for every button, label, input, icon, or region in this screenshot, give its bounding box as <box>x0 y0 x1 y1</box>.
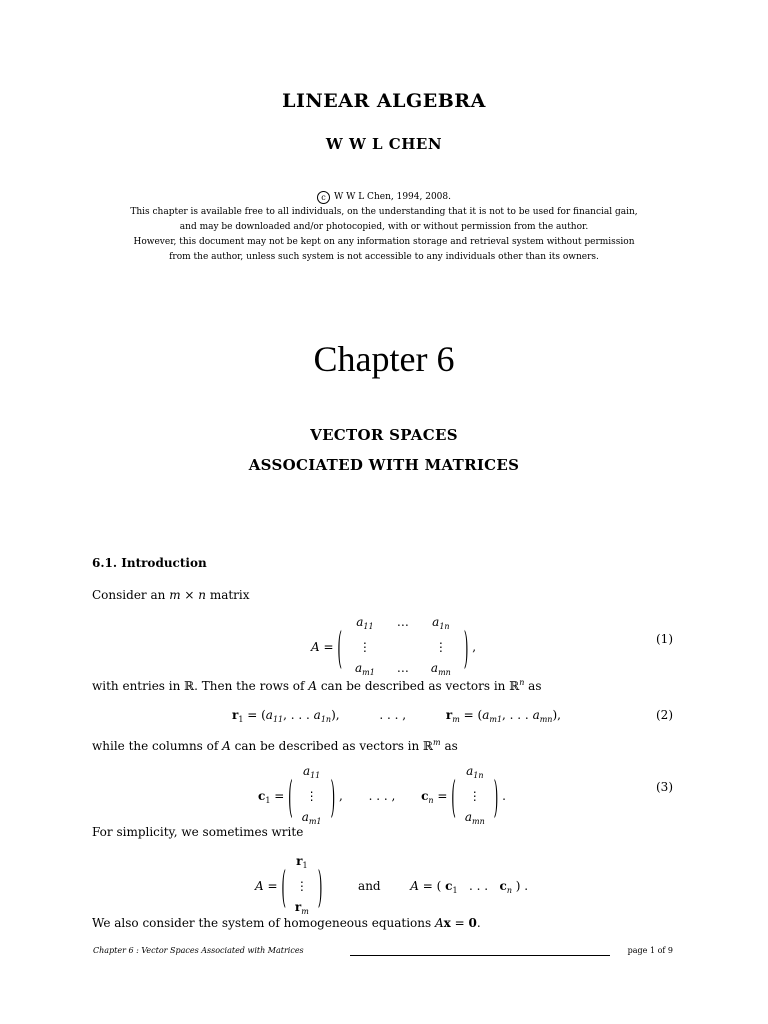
copyright-line <box>0 190 768 205</box>
chapter-subtitle-line: ASSOCIATED WITH MATRICES <box>248 456 520 474</box>
chapter-subtitle <box>0 420 768 480</box>
equation-number: (1) <box>656 632 673 646</box>
author-name: W W L CHEN <box>325 135 443 153</box>
paragraph-rows: with entries in ℝ. Then the rows of A can be described as vectors in ℝ$^n$ as <box>92 678 542 693</box>
footer-rule <box>350 955 610 956</box>
footer-chapter-title: Chapter 6 : Vector Spaces Associated with Matrices <box>93 946 304 955</box>
paragraph-intro: Consider an m × n matrix <box>92 588 250 602</box>
paragraph-simplicity: For simplicity, we sometimes write <box>92 825 304 839</box>
copyright-text: W W L Chen, 1994, 2008. <box>334 192 451 202</box>
equation-3: $c_1$ = ( $a_{11}$ ⋮ $a_{m1}$ ) , . . . , $c_n$ = ( $a_{1n}$ ⋮ $a_{mn}$ ) . <box>258 764 506 826</box>
notice-line: and may be downloaded and/or photocopied, with or without permission from the author. <box>179 222 589 232</box>
notice-line: This chapter is available free to all individuals, on the understanding that it is not to be used for financial gain, <box>130 207 638 217</box>
footer-page-number: page 1 of 9 <box>627 946 673 955</box>
equation-row-col-form: A = ( $r_1$ ⋮ $r_m$ ) and A = ( $c_1$ . . . $c_n$ ) . <box>255 854 529 916</box>
book-title: LINEAR ALGEBRA <box>282 90 486 112</box>
chapter-subtitle-line: VECTOR SPACES <box>310 426 458 444</box>
paragraph-homogeneous: We also consider the system of homogeneous equations Ax = 0. <box>92 916 481 930</box>
copyright-icon: c <box>317 191 330 204</box>
notice-line: from the author, unless such system is not accessible to any individuals other than its owners. <box>169 252 599 262</box>
chapter-title: Chapter 6 <box>313 339 455 379</box>
equation-2: $r_1 = (a_{11}$, . . . $a_{1n}$), . . . , $r_m = (a_{m1}$, . . . $a_{mn}$), <box>232 708 561 724</box>
notice-line: However, this document may not be kept on any information storage and retrieval system without permission <box>133 237 635 247</box>
paragraph-cols: while the columns of A can be described as vectors in ℝ$^m$ as <box>92 738 458 753</box>
section-heading: 6.1. Introduction <box>92 556 207 570</box>
equation-number: (2) <box>656 708 673 722</box>
equation-number: (3) <box>656 780 673 794</box>
equation-1: A = ( $a_{11}$ … $a_{1n}$ ⋮ ⋮ $a_{m1}$ … $a_{mn}$ ) , <box>311 615 477 677</box>
copyright-notice <box>0 190 768 265</box>
